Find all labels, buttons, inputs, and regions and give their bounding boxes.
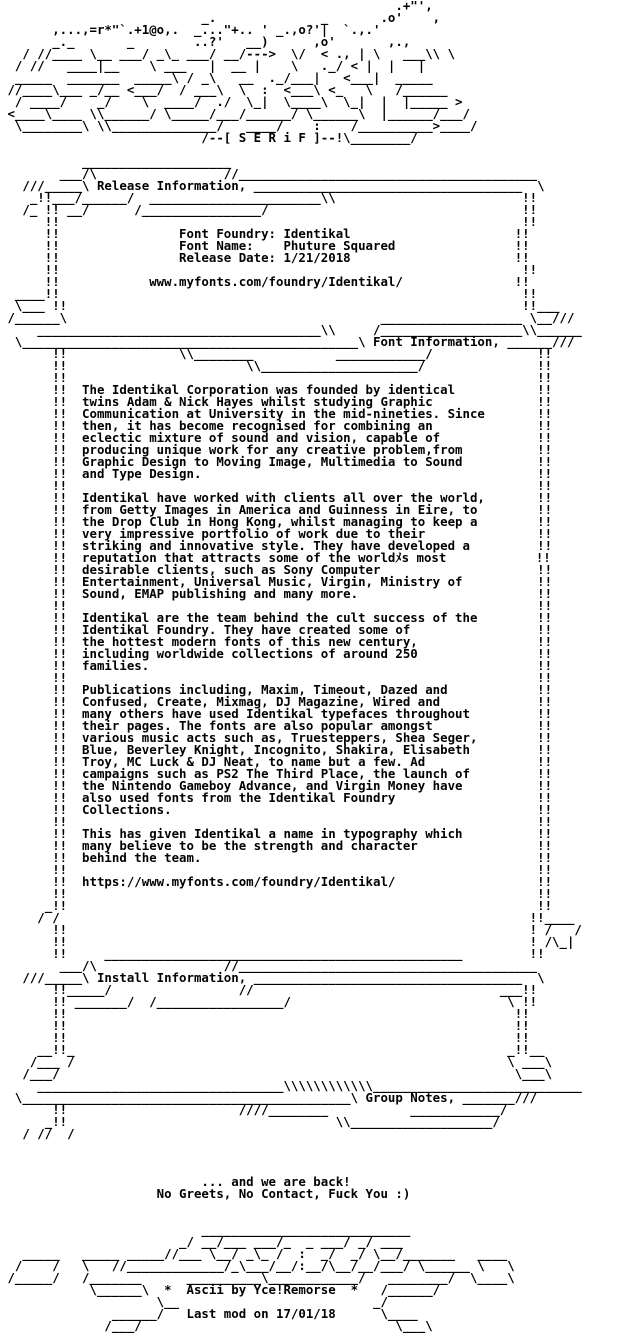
nfo-line: !! Font Foundry: Identikal !! [0,226,530,241]
nfo-line: //____\___ _/__ <___/ / ___\ \ : <___\ <_ \ /______ [0,82,448,97]
nfo-line: !! many believe to be the strength and character !! [0,838,553,853]
nfo-line: ___/\ //________________________________________ [0,958,538,973]
nfo-line: ... and we are back! [0,1174,351,1189]
nfo-line: !! desirable clients, such as Sony Computer !! [0,562,553,577]
nfo-line: <____\____ \\______/ \_____/___/______/ \______\ |______/___/ [0,106,470,121]
nfo-line: !! Collections. !! [0,802,553,817]
nfo-line: /--[ S E R i F ]--!\________/ [0,130,418,145]
nfo-line: !! the Nintendo Gameboy Advance, and Virgin Money have !! [0,778,553,793]
nfo-line: !! !! [0,886,553,901]
nfo-line: !! families. !! [0,658,553,673]
nfo-line: !! !! [0,670,553,685]
nfo-line: \____________________________________________\ Group Notes, _______/// [0,1090,538,1105]
nfo-line: !! from Getty Images in America and Guinness in Eire, to !! [0,502,553,517]
nfo-line: !! their pages. The fonts are also popular amongst !! [0,718,553,733]
nfo-line: !! !! [0,262,538,277]
nfo-line: ,...,=r*"`.+1@o,. _..."+.. ' _.,o?'| `.,.' [0,22,381,37]
nfo-line: !! !! [0,862,553,877]
nfo-line: !! This has given Identikal a name in typography which !! [0,826,553,841]
nfo-line: !! Blue, Beverley Knight, Incognito, Shakira, Elisabeth !! [0,742,553,757]
nfo-line: !! Release Date: 1/21/2018 !! [0,250,530,265]
nfo-line: ___/\ //________________________________________ [0,166,538,181]
nfo-line: !! Entertainment, Universal Music, Virgin, Ministry of !! [0,574,553,589]
nfo-line: / ____/ _/ \ ____/ ./ \_| \____\ \_| | |_____ > [0,94,463,109]
nfo-line: !! !! [0,1006,530,1021]
nfo-line: !! www.myfonts.com/foundry/Identikal/ !! [0,274,530,289]
nfo-line: ____________________ [0,154,232,169]
nfo-line: _. _ .o' , [0,10,441,25]
nfo-line: !! Identikal are the team behind the cult success of the !! [0,610,553,625]
nfo-line: !! ! /\_| [0,934,575,949]
nfo-line: _____ _____ _____//___ \__/ _\_ / : _/ _/ \__/_______ ____ [0,1246,508,1261]
nfo-line: / // / [0,1126,75,1141]
nfo-line: !! Graphic Design to Moving Image, Multimedia to Sound !! [0,454,553,469]
nfo-line: ____!! !! [0,286,538,301]
nfo-line: _!!___/______/ _______________________\\ !! [0,190,538,205]
nfo-line: !! Font Name: Phuture Squared !! [0,238,530,253]
nfo-line: !! !! [0,370,553,385]
nfo-line: !! Identikal Foundry. They have created some of !! [0,622,553,637]
nfo-line: / // ____|__ \ ___ | __ | \ ._/ < | | | [0,58,426,73]
nfo-line: !! ! / / [0,922,582,937]
nfo-line: !! !! [0,478,553,493]
nfo-line: !! \\_____________________/ !! [0,358,553,373]
nfo-line [0,1140,582,1152]
nfo-line: !! producing unique work for any creative problem,from !! [0,442,553,457]
nfo-line: / //____ \__ ___/ _\_ ___/ __/---> \/ < ., | \ ___\\ \ [0,46,456,61]
nfo-line: !! Sound, EMAP publishing and many more. !! [0,586,553,601]
nfo-line: !! The Identikal Corporation was founded by identical !! [0,382,553,397]
nfo-line: /___ / \ ___\ [0,1054,553,1069]
nfo-line: _________________________________\\\\\\\\\\\\____________________________ [0,1078,582,1093]
nfo-line: __!!_ _!!__ [0,1042,545,1057]
nfo-line: ______/ Last mod on 17/01/18 \____ [0,1306,418,1321]
nfo-line: !! many others have used Identikal typefaces throughout !! [0,706,553,721]
nfo-line: \__ _/ [0,1294,388,1309]
nfo-line: _____ _______ _____\ / _\ __ ._/___| <___| _____ [0,70,433,85]
nfo-line: !! the hottest modern fonts of this new century, !! [0,634,553,649]
nfo-line: \_____________________________________________\ Font Information, ______/// [0,334,575,349]
nfo-line: !! campaigns such as PS2 The Third Place, the launch of !! [0,766,553,781]
nfo-line: !! very impressive portfolio of work due to their !! [0,526,553,541]
nfo-line: !! also used fonts from the Identikal Foundry !! [0,790,553,805]
nfo-line: _._ _ ..?' __) ,o' ,., [0,34,411,49]
nfo-line: !! Publications including, Maxim, Timeout, Dazed and !! [0,682,553,697]
nfo-line: !! !! [0,1018,530,1033]
nfo-line: \______\ * Ascii by Yce!Remorse * /______/ [0,1282,441,1297]
nfo-line: !! !! [0,814,553,829]
nfo-line: \___ !! !!___ [0,298,560,313]
nfo-line: /___/ \___\ [0,1066,553,1081]
nfo-line: !! various music acts such as, Truesteppers, Shea Seger, !! [0,730,553,745]
nfo-line: !! reputation that attracts some of the worldﾒs most !! [0,550,551,565]
nfo-line: /______\ ___________________ \__/// [0,310,575,325]
nfo-line: !! including worldwide collections of around 250 !! [0,646,553,661]
nfo-line: .+"', [0,0,433,13]
nfo-line: !! ////________ ____________/ [0,1102,508,1117]
nfo-line: /_____/ /_______ __________\____________/ ________/ \____\ [0,1270,515,1285]
nfo-line: !! then, it has become recognised for combining an !! [0,418,553,433]
nfo-line: !! ________________________________________________ !! [0,946,545,961]
nfo-line: !! and Type Design. !! [0,466,553,481]
nfo-line: ///_____\ Release Information, ____________________________________ \ [0,178,545,193]
nfo-line: !!_____/ // ___!! [0,982,538,997]
nfo-line: !! behind the team. !! [0,850,553,865]
nfo-line: ______________________________________\\ /___________________\\______ [0,322,582,337]
nfo-line: ///_____\ Install Information, ____________________________________ \ [0,970,545,985]
nfo-line: !! Confused, Create, Mixmag, DJ Magazine, Wired and !! [0,694,553,709]
nfo-line: _/ __/___ ___/_ _ ___/ _/ ___ [0,1234,403,1249]
nfo-line: !! !! [0,1030,530,1045]
nfo-line: !! https://www.myfonts.com/foundry/Identikal/ !! [0,874,553,889]
nfo-line: !! the Drop Club in Hong Kong, whilst managing to keep a !! [0,514,553,529]
nfo-line: /_ !! __/ /________________/ !! [0,202,538,217]
nfo-line: !! Identikal have worked with clients all over the world, !! [0,490,553,505]
nfo-line: !! Troy, MC Luck & DJ Neat, to name but a few. Ad !! [0,754,553,769]
nfo-line: / / !!____ [0,910,575,925]
nfo-line: !! _______/ /_________________/ \ !! [0,994,538,1009]
nfo-line: !! striking and innovative style. They have developed a !! [0,538,553,553]
nfo-line [0,1200,582,1212]
nfo-line: !! !! [0,598,553,613]
nfo-line: !! eclectic mixture of sound and vision, capable of !! [0,430,553,445]
nfo-line [0,1152,582,1164]
nfo-line: _!! !! [0,898,553,913]
nfo-line: / / \ //_____________/_\___/__/:__/\__/__/___/ \______ \ \ [0,1258,515,1273]
nfo-line: _!! \\___________________/ [0,1114,500,1129]
nfo-line: !! Communication at University in the mid-nineties. Since !! [0,406,553,421]
nfo-line: ____________________________ [0,1222,411,1237]
nfo-line: \________\ \\______________/ ____/ : /__________>____/ [0,118,478,133]
nfo-line: No Greets, No Contact, Fuck You :) [0,1186,411,1201]
nfo-line: !! !! [0,214,538,229]
nfo-line: !! twins Adam & Nick Hayes whilst studying Graphic !! [0,394,553,409]
nfo-line: /___/ \___\ [0,1318,433,1333]
nfo-line: !! \\________ ____________/ !! [0,346,553,361]
